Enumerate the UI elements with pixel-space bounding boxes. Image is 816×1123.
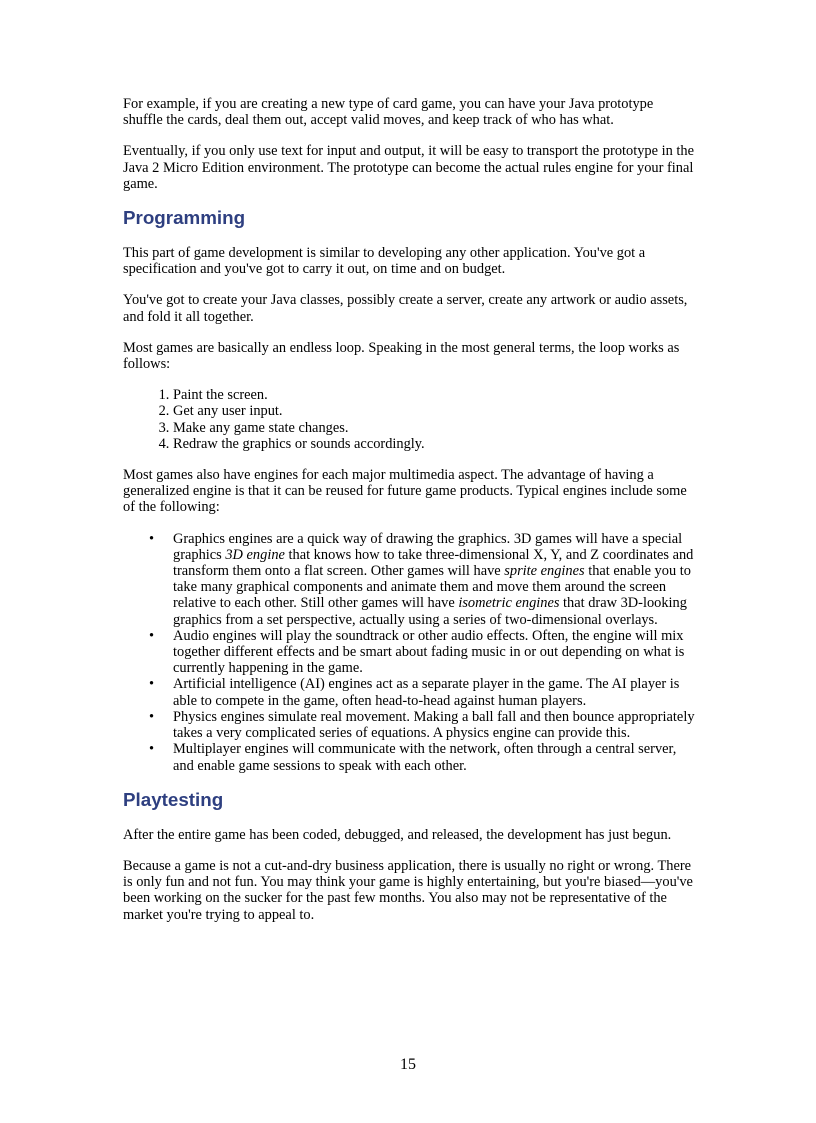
list-item-ai-engines: • Artificial intelligence (AI) engines act as a separate player in the game. The AI player is able to compete in the game, often head-to-head against human players. [149,676,680,709]
list-item-audio-engines: • Audio engines will play the soundtrack or other audio effects. Often, the engine will mix together different effects and be smart about fading music in or out depending on what is currently happening in the game. [149,627,685,677]
paragraph-programming-intro: This part of game development is similar to developing any other application. You've got a specification and you've got to carry it out, on time and on budget. [123,245,646,278]
list-item: 1. Paint the screen. [173,387,695,403]
bullet-icon: • [149,708,155,725]
paragraph-j2me-transport: Eventually, if you only use text for input and output, it will be easy to transport the prototype in the Java 2 Micro Edition environment. The prototype can become the actual rules engine for your final game. [123,143,694,192]
page-number: 15 [400,1056,416,1073]
paragraph-card-game-example: For example, if you are creating a new type of card game, you can have your Java prototype shuffle the cards, deal them out, accept valid moves, and keep track of who has what. [123,96,654,129]
engines-list [123,531,695,774]
list-item-multiplayer-engines: • Multiplayer engines will communicate with the network, often through a central server, and enable game sessions to speak with each other. [149,741,677,774]
list-item: 2. Get any user input. [173,403,695,419]
paragraph-endless-loop: Most games are basically an endless loop. Speaking in the most general terms, the loop works as follows: [123,339,680,373]
heading-playtesting: Playtesting [123,788,224,810]
page-content [123,96,695,938]
bullet-icon: • [149,676,155,693]
list-item: 4. Redraw the graphics or sounds accordingly. [173,436,695,452]
bullet-icon: • [149,627,155,644]
paragraph-engines-intro: Most games also have engines for each major multimedia aspect. The advantage of having a generalized engine is that it can be reused for future game products. Typical engines include some of the following: [123,467,687,516]
term-3d-engine: 3D engine [225,546,285,563]
paragraph-java-classes: You've got to create your Java classes, possibly create a server, create any artwork or audio assets, and fold it all together. [123,292,688,325]
loop-steps-list [123,387,695,452]
list-item: 3. Make any game state changes. [173,420,695,436]
paragraph-development-begun: After the entire game has been coded, debugged, and released, the development has just begun. [123,826,672,843]
heading-programming: Programming [123,207,246,229]
bullet-icon: • [149,530,155,547]
list-item-physics-engines: • Physics engines simulate real movement. Making a ball fall and then bounce appropriately takes a very complicated series of equations. A physics engine can provide this. [149,708,695,742]
bullet-icon: • [149,741,155,758]
paragraph-fun-not-fun: Because a game is not a cut-and-dry business application, there is usually no right or wrong. There is only fun and not fun. You may think your game is highly entertaining, but you're biased—you've been working on the sucker for the past few months. You also may not be representative of the market you're trying to appeal to. [123,857,693,923]
term-isometric-engines: isometric engines [458,595,560,612]
list-item-graphics-engines: • Graphics engines are a quick way of drawing the graphics. 3D games will have a special graphics 3D engine that knows how to take three-dimensional X, Y, and Z coordinates and transform them onto a flat screen. Other games will have sprite engines that enable you to take many graphical components and animate them and move them around the screen relative to each other. Still other games will have isometric engines that draw 3D-looking graphics from a set perspective, actually using a series of two-dimensional overlays. [149,530,694,628]
term-sprite-engines: sprite engines [504,563,585,580]
